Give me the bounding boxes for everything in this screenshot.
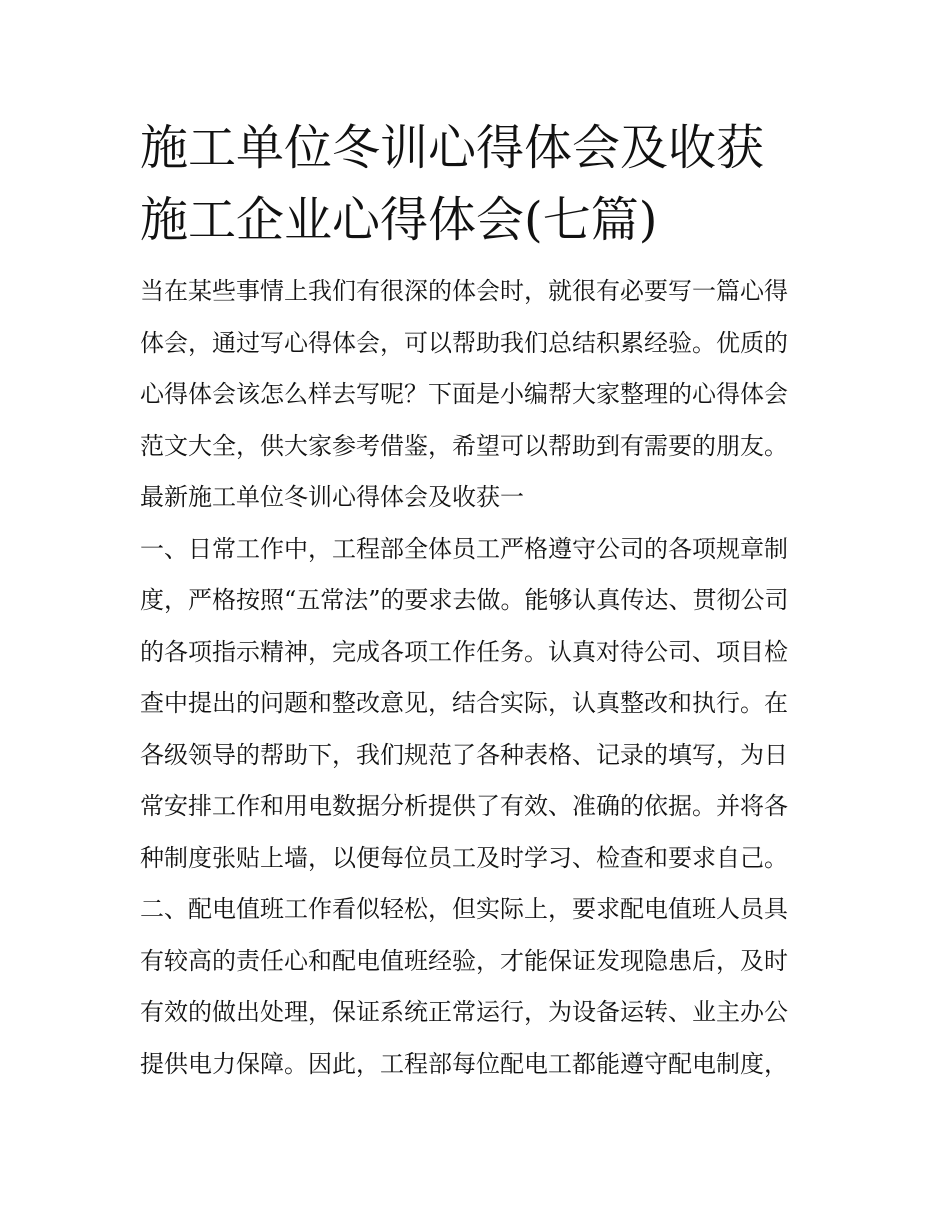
- body-line: 提供电力保障。因此，工程部每位配电工都能遵守配电制度，: [140, 1049, 788, 1078]
- document-body: [140, 266, 812, 1090]
- section-heading: 最新施工单位冬训心得体会及收获一: [140, 483, 524, 511]
- body-line: 度，严格按照“五常法”的要求去做。能够认真传达、贯彻公司: [140, 586, 789, 614]
- body-line: 体会，通过写心得体会，可以帮助我们总结积累经验。优质的: [140, 328, 788, 357]
- body-line: 各级领导的帮助下，我们规范了各种表格、记录的填写，为日: [140, 740, 788, 769]
- body-line: 的各项指示精神，完成各项工作任务。认真对待公司、项目检: [140, 637, 788, 666]
- body-line: 二、配电值班工作看似轻松，但实际上，要求配电值班人员具: [140, 895, 788, 923]
- body-line: 查中提出的问题和整改意见，结合实际，认真整改和执行。在: [140, 689, 788, 717]
- document-title: [140, 112, 812, 256]
- body-line: 有较高的责任心和配电值班经验，才能保证发现隐患后，及时: [140, 946, 788, 975]
- body-line: 当在某些事情上我们有很深的体会时，就很有必要写一篇心得: [140, 277, 788, 305]
- title-line-1: 施工单位冬训心得体会及收获: [140, 120, 765, 176]
- body-line: 范文大全，供大家参考借鉴，希望可以帮助到有需要的朋友。: [140, 431, 788, 460]
- body-line: 一、日常工作中，工程部全体员工严格遵守公司的各项规章制: [140, 534, 788, 563]
- body-line: 种制度张贴上墙，以便每位员工及时学习、检查和要求自己。: [140, 843, 788, 872]
- body-line: 心得体会该怎么样去写呢？下面是小编帮大家整理的心得体会: [140, 380, 788, 408]
- body-line: 常安排工作和用电数据分析提供了有效、准确的依据。并将各: [140, 792, 788, 820]
- document-content: [140, 112, 812, 1090]
- title-line-2: 施工企业心得体会(七篇): [140, 192, 658, 248]
- body-line: 有效的做出处理，保证系统正常运行，为设备运转、业主办公: [140, 998, 788, 1026]
